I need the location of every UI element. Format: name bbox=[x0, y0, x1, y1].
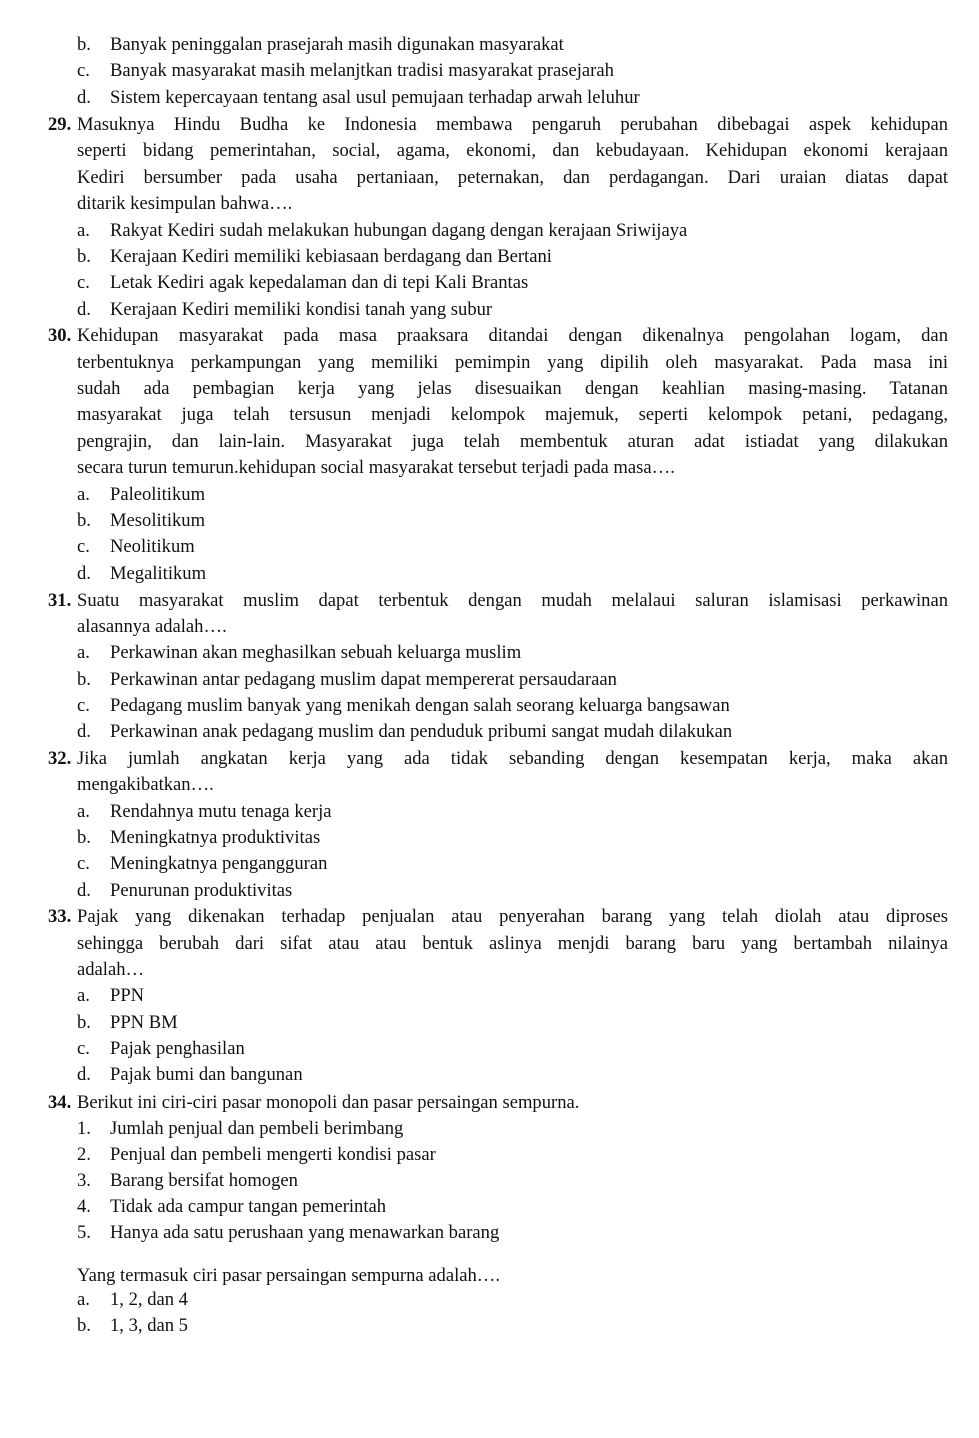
option-b: b. Meningkatnya produktivitas bbox=[77, 827, 321, 848]
question-33-line: sehingga berubah dari sifat atau atau bentuk aslinya menjdi barang baru yang bertambah nilainya bbox=[77, 933, 948, 954]
question-29-line: ditarik kesimpulan bahwa…. bbox=[77, 193, 293, 214]
question-33-number: 33. bbox=[48, 906, 72, 927]
question-32-line: mengakibatkan…. bbox=[77, 774, 214, 795]
list-item: 5. Hanya ada satu perushaan yang menawarkan barang bbox=[77, 1222, 500, 1243]
option-d: d. Sistem kepercayaan tentang asal usul pemujaan terhadap arwah leluhur bbox=[77, 87, 640, 108]
option-a: a. Perkawinan akan meghasilkan sebuah keluarga muslim bbox=[77, 642, 522, 663]
question-34-number: 34. bbox=[48, 1092, 72, 1113]
option-d: d. Megalitikum bbox=[77, 563, 207, 584]
question-29-line: Masuknya Hindu Budha ke Indonesia membawa pengaruh perubahan dibebagai aspek kehidupan bbox=[77, 114, 948, 135]
option-c: c. Banyak masyarakat masih melanjtkan tradisi masyarakat prasejarah bbox=[77, 60, 614, 81]
question-30-line: terbentuknya perkampungan yang memiliki pemimpin yang dipilih oleh masyarakat. Pada masa ini bbox=[77, 352, 948, 373]
option-b: b. Mesolitikum bbox=[77, 510, 206, 531]
option-b: b. Kerajaan Kediri memiliki kebiasaan berdagang dan Bertani bbox=[77, 246, 552, 267]
option-b: b. PPN BM bbox=[77, 1012, 178, 1033]
question-29-number: 29. bbox=[48, 114, 72, 135]
option-c: c. Pajak penghasilan bbox=[77, 1038, 245, 1059]
question-33-line: adalah… bbox=[77, 959, 145, 980]
list-item: 1. Jumlah penjual dan pembeli berimbang bbox=[77, 1118, 404, 1139]
option-a: a. Paleolitikum bbox=[77, 484, 206, 505]
option-d: d. Kerajaan Kediri memiliki kondisi tanah yang subur bbox=[77, 299, 493, 320]
option-c: c. Letak Kediri agak kepedalaman dan di tepi Kali Brantas bbox=[77, 272, 529, 293]
option-d: d. Penurunan produktivitas bbox=[77, 880, 293, 901]
question-30-line: masyarakat juga telah tersusun menjadi kelompok majemuk, seperti kelompok petani, pedagang, bbox=[77, 404, 948, 425]
question-34-prompt: Yang termasuk ciri pasar persaingan sempurna adalah…. bbox=[77, 1265, 501, 1286]
option-a: a. Rendahnya mutu tenaga kerja bbox=[77, 801, 332, 822]
option-d: d. Perkawinan anak pedagang muslim dan penduduk pribumi sangat mudah dilakukan bbox=[77, 721, 733, 742]
question-32-line: Jika jumlah angkatan kerja yang ada tidak sebanding dengan kesempatan kerja, maka akan bbox=[77, 748, 948, 769]
question-29-line: seperti bidang pemerintahan, social, agama, ekonomi, dan kebudayaan. Kehidupan ekonomi kerajaan bbox=[77, 140, 948, 161]
option-a: a. 1, 2, dan 4 bbox=[77, 1289, 188, 1310]
option-c: c. Meningkatnya pengangguran bbox=[77, 853, 328, 874]
question-31-line: alasannya adalah…. bbox=[77, 616, 227, 637]
option-b: b. 1, 3, dan 5 bbox=[77, 1315, 188, 1336]
question-30-number: 30. bbox=[48, 325, 72, 346]
option-d: d. Pajak bumi dan bangunan bbox=[77, 1064, 303, 1085]
option-c: c. Neolitikum bbox=[77, 536, 195, 557]
question-29-line: Kediri bersumber pada usaha pertaniaan, peternakan, dan perdagangan. Dari uraian diatas dapat bbox=[77, 167, 948, 188]
list-item: 4. Tidak ada campur tangan pemerintah bbox=[77, 1196, 387, 1217]
question-31-line: Suatu masyarakat muslim dapat terbentuk dengan mudah melalaui saluran islamisasi perkawinan bbox=[77, 590, 948, 611]
question-33-line: Pajak yang dikenakan terhadap penjualan atau penyerahan barang yang telah diolah atau diproses bbox=[77, 906, 948, 927]
option-c: c. Pedagang muslim banyak yang menikah dengan salah seorang keluarga bangsawan bbox=[77, 695, 730, 716]
list-item: 3. Barang bersifat homogen bbox=[77, 1170, 298, 1191]
option-a: a. PPN bbox=[77, 985, 145, 1006]
option-b: b. Banyak peninggalan prasejarah masih digunakan masyarakat bbox=[77, 34, 564, 55]
question-30-line: pengrajin, dan lain-lain. Masyarakat juga telah membentuk aturan adat istiadat yang dilakukan bbox=[77, 431, 948, 452]
question-30-line: Kehidupan masyarakat pada masa praaksara ditandai dengan dikenalnya pengolahan logam, dan bbox=[77, 325, 948, 346]
list-item: 2. Penjual dan pembeli mengerti kondisi pasar bbox=[77, 1144, 436, 1165]
option-b: b. Perkawinan antar pedagang muslim dapat mempererat persaudaraan bbox=[77, 669, 617, 690]
question-34-line: Berikut ini ciri-ciri pasar monopoli dan pasar persaingan sempurna. bbox=[77, 1092, 580, 1113]
question-31-number: 31. bbox=[48, 590, 72, 611]
question-30-line: secara turun temurun.kehidupan social masyarakat tersebut terjadi pada masa…. bbox=[77, 457, 675, 478]
question-32-number: 32. bbox=[48, 748, 72, 769]
option-a: a. Rakyat Kediri sudah melakukan hubungan dagang dengan kerajaan Sriwijaya bbox=[77, 220, 688, 241]
question-30-line: sudah ada pembagian kerja yang jelas disesuaikan dengan keahlian masing-masing. Tatanan bbox=[77, 378, 948, 399]
